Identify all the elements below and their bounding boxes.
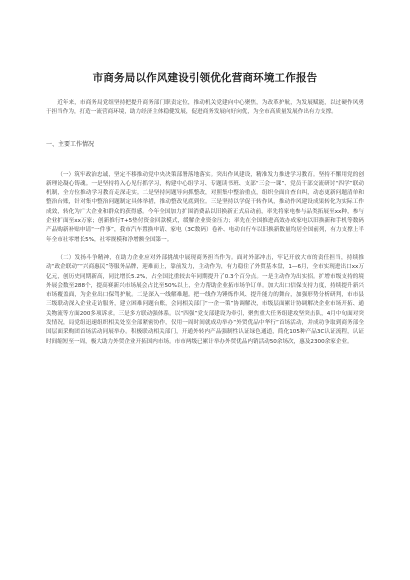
body-paragraph-1: （一）筑牢政治忠诚，坚定不移推动党中央决策部署落地落实。突出作风建设，精准发力推进学习教育。坚持不懈用党的创新理论凝心铸魂。一是坚持将入心见行抓学习，构建中心组学习、专题读书班、支部“三会一课”、党员干部交流研讨“四学”联动机制，全方位推动学习教育走深走实。二是坚持问题导向抓整改，对照集中整治重点，组织全面自查自纠，动态更新问题清单和整治台账，针对集中整治问题制定具体举措，推动整改见底到位。三是坚持以学促干转作风，推动作风建设成果转化为实际工作成效，转化为广大企业和群众的获得感。今年全国加力扩围消费品以旧换新正式启动前，率先将家电参与品类拓展至xx种，参与企业扩面至xx万家；创新推行T+5垫付资金回款模式，缓解企业资金压力；率先在全国推进高效办成家电以旧换新和手机等数码产品购新补贴申请“一件事”，我市汽车置换申请、家电（3C数码）卷补、电动自行车以旧换新数量均居全国前列，有力支撑上半年全市社零增长5%，社零规模和净增额全国第一。 bbox=[46, 171, 364, 243]
intro-paragraph: 近年来，市商务局党组坚持把提升商务部门职责定位，推动机关党建向中心聚焦，为改革护航，为发展赋能，以过硬作风勇于担当作为，打造一流营商环境，助力经济主体稳健发展，促进商务发展向好向优，为全市高质量发展作出有力支撑。 bbox=[46, 100, 364, 116]
section-heading: 一、主要工作情况 bbox=[46, 140, 95, 148]
spacer bbox=[46, 118, 364, 140]
spacer bbox=[46, 149, 364, 171]
document-title: 市商务局以作风建设引领优化营商环境工作报告 bbox=[92, 72, 318, 84]
body-paragraph-2: （二）发扬斗争精神，在助力企业应对外部挑战中展现商务担当作为。面对外部冲击，牢记开放大市的责任担当，持续推动“政企联动”“兴商惠民”等服务品牌，迎难而上，靠前发力，主动作为，有力稳住了外贸基本盘，1—6月，全市实现进出口xx万亿元，创历史同期新高，同比增长5.2%，占全国比重较去年同期提升了0.3个百分点。一是主动作为出实招。扩增市级支持的境外展会数至288个，提高赛新兴市场展会占比至50%以上，全力帮助企业拓市场争订单。加大出口信保支持力度，持续提升新兴市场覆盖面，为企业出口保驾护航。二是深入一线解难题。把一线作为锤炼作风、提升能力的舞台，加强形势分析研判，市市县三级联动深入企业走访服务，建立困难问题台账，会同相关部门“一企一策”协调解决，市级层面累计协调解决企业市场开拓、通关物流等方面200多项诉求。三是多方联动强体系。以“四强”党支部建设为牵引，聚焦重大任务组建攻坚突击队，4月中旬面对突发情况，局党组迅速组织相关处室全部紧密协作，仅用一周时间就成功举办“外贸优品中华行”首场活动，并成功争取到商务部全国层面采购团首场活动同展举办。积极联动相关部门，开通外转内产品强制性认证绿色通道，简化105种产品3C认证流程，认证时间缩短至一周，极大助力外贸企业开拓国内市场。市市两级已累计举办外贸优品内销活动50余场次，惠及2300余家企业。 bbox=[46, 254, 364, 345]
spacer bbox=[46, 245, 364, 254]
